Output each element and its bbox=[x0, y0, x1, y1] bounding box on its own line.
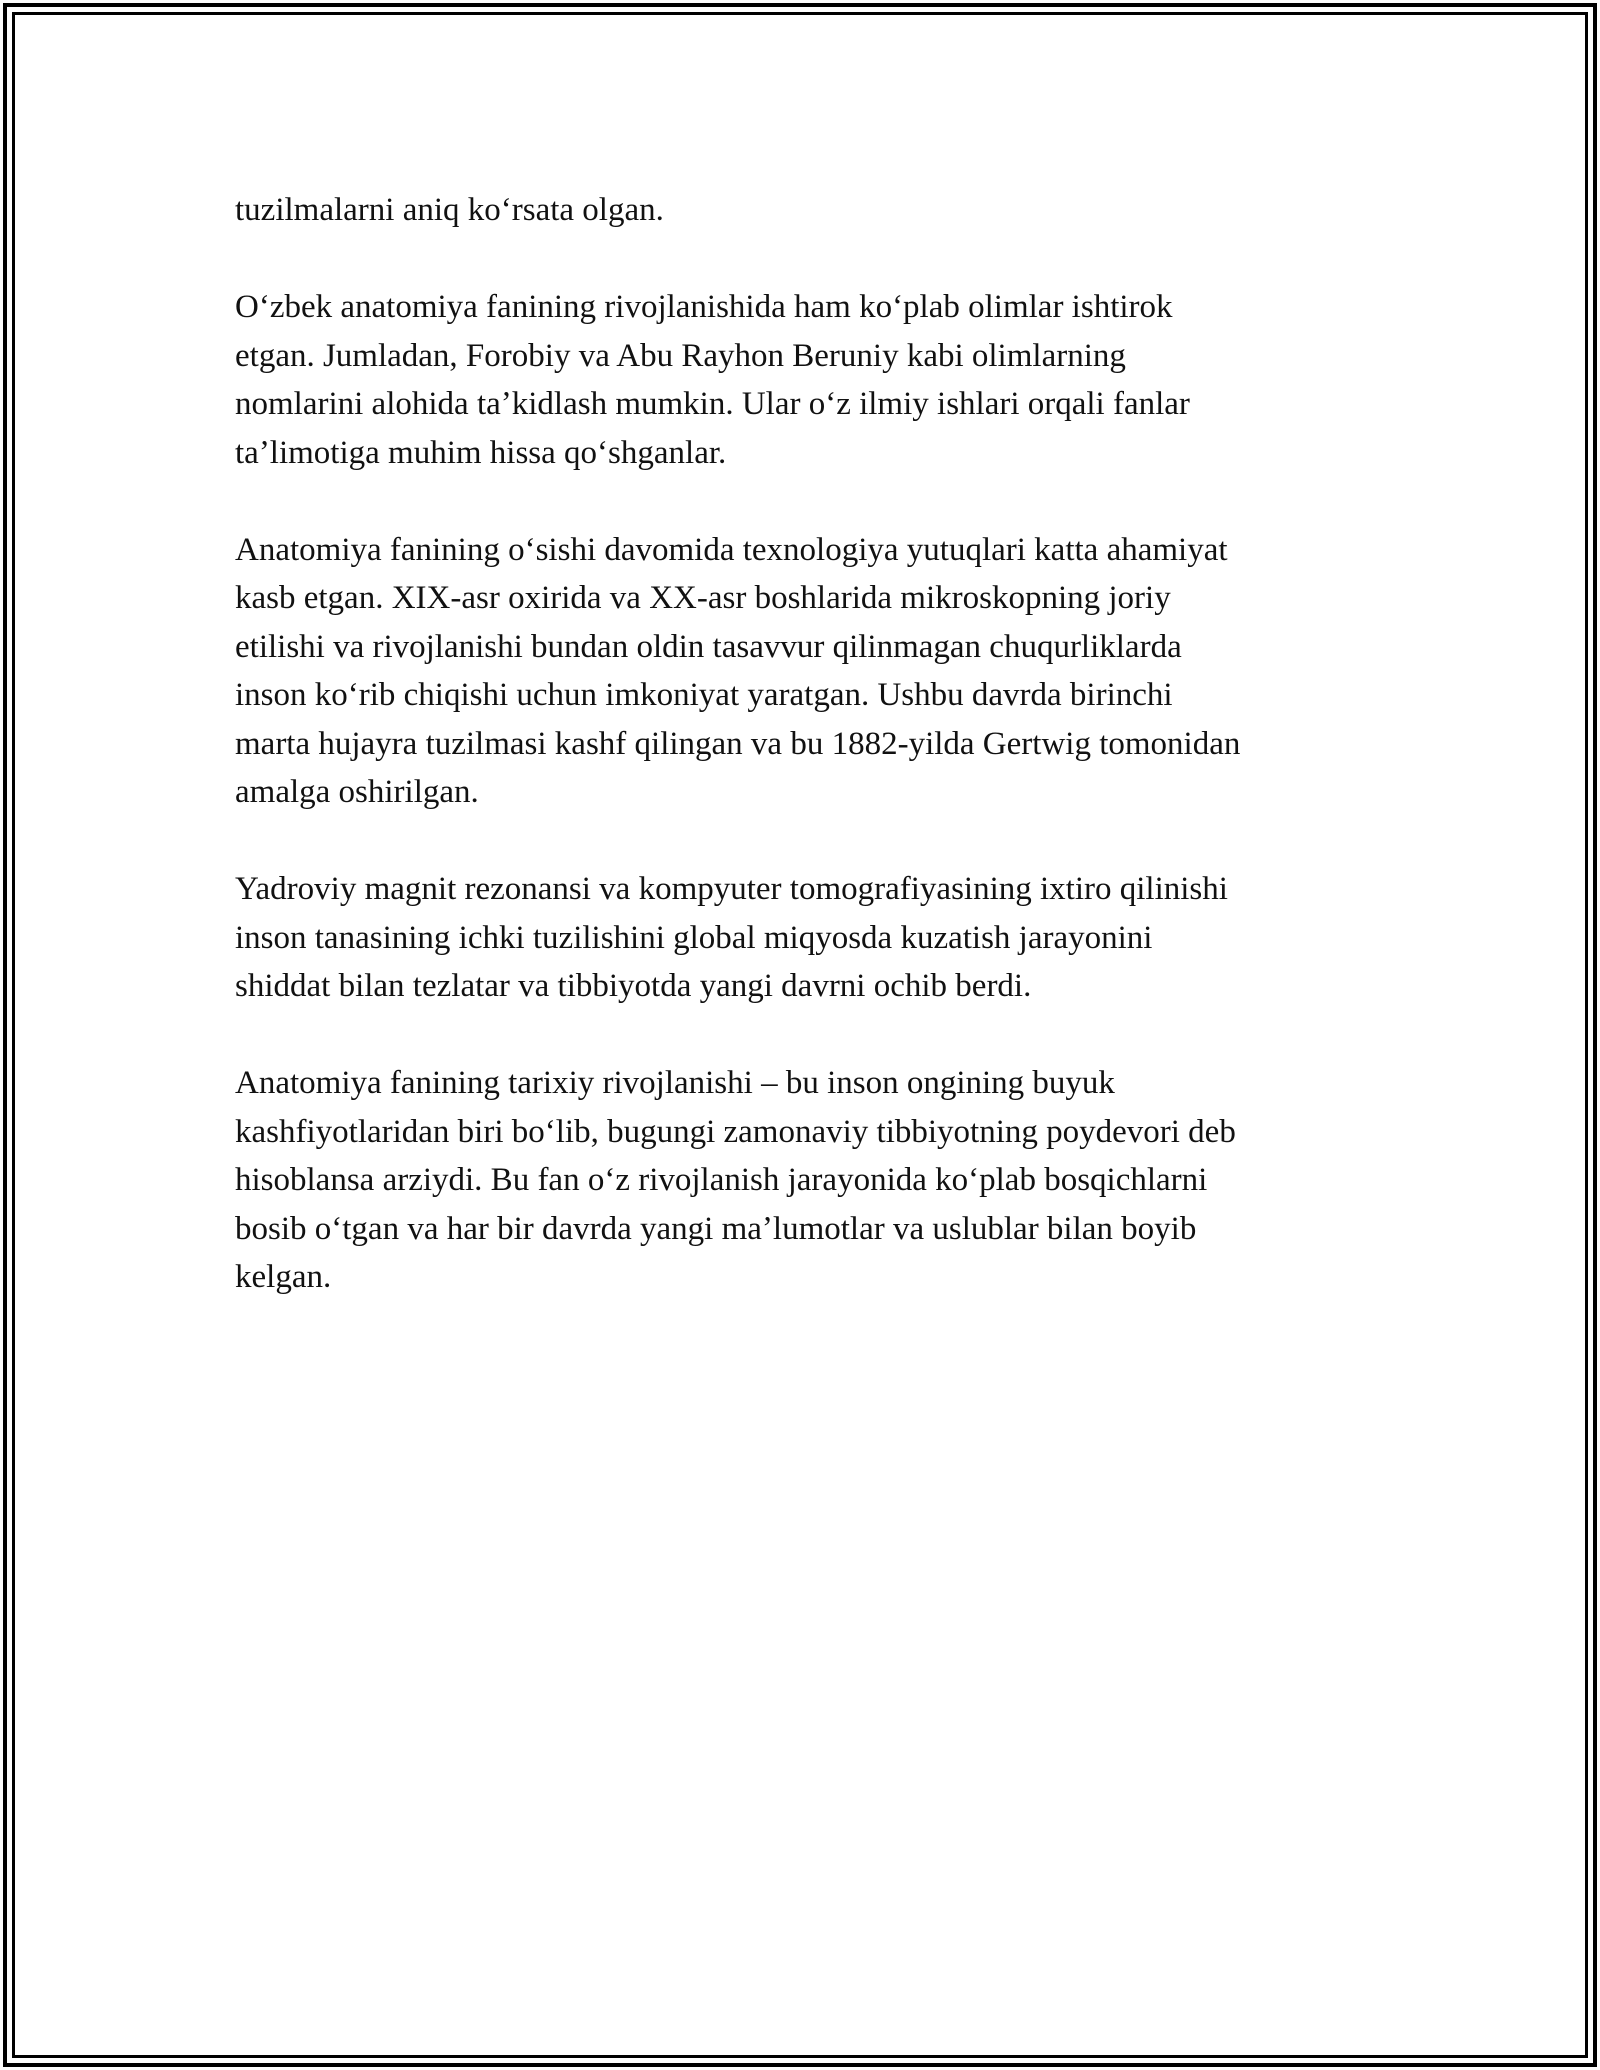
text-line: nomlarini alohida taʼkidlash mumkin. Ular oʻz ilmiy ishlari orqali fanlar bbox=[235, 386, 1190, 422]
text-line: inson koʻrib chiqishi uchun imkoniyat yaratgan. Ushbu davrda birinchi bbox=[235, 677, 1173, 713]
text-line: kelgan. bbox=[235, 1259, 332, 1295]
text-line: Oʻzbek anatomiya fanining rivojlanishida ham koʻplab olimlar ishtirok bbox=[235, 289, 1173, 325]
text-line: Yadroviy magnit rezonansi va kompyuter tomografiyasining ixtiro qilinishi bbox=[235, 871, 1228, 907]
paragraph-1 bbox=[235, 186, 1375, 235]
paragraph-4 bbox=[235, 865, 1375, 1011]
text-line: kasb etgan. XIX-asr oxirida va XX-asr boshlarida mikroskopning joriy bbox=[235, 580, 1171, 616]
text-line: taʼlimotiga muhim hissa qoʻshganlar. bbox=[235, 434, 727, 471]
text-line: etilishi va rivojlanishi bundan oldin tasavvur qilinmagan chuqurliklarda bbox=[235, 628, 1182, 665]
paragraph-3 bbox=[235, 526, 1375, 817]
text-line: Anatomiya fanining tarixiy rivojlanishi – bu inson ongining buyuk bbox=[235, 1065, 1115, 1101]
text-line: amalga oshirilgan. bbox=[235, 774, 479, 810]
paragraph-2 bbox=[235, 283, 1375, 477]
text-line: tuzilmalarni aniq koʻrsata olgan. bbox=[235, 192, 664, 228]
text-line: kashfiyotlaridan biri boʻlib, bugungi zamonaviy tibbiyotning poydevori deb bbox=[235, 1113, 1236, 1150]
paragraph-5 bbox=[235, 1059, 1375, 1302]
text-line: hisoblansa arziydi. Bu fan oʻz rivojlanish jarayonida koʻplab bosqichlarni bbox=[235, 1162, 1208, 1198]
text-line: Anatomiya fanining oʻsishi davomida texnologiya yutuqlari katta ahamiyat bbox=[235, 531, 1228, 568]
text-line: etgan. Jumladan, Forobiy va Abu Rayhon Beruniy kabi olimlarning bbox=[235, 337, 1126, 374]
document-body bbox=[235, 186, 1375, 1350]
text-line: shiddat bilan tezlatar va tibbiyotda yangi davrni ochib berdi. bbox=[235, 968, 1032, 1004]
text-line: marta hujayra tuzilmasi kashf qilingan va bu 1882-yilda Gertwig tomonidan bbox=[235, 725, 1241, 762]
text-line: inson tanasining ichki tuzilishini global miqyosda kuzatish jarayonini bbox=[235, 919, 1153, 956]
text-line: bosib oʻtgan va har bir davrda yangi maʼlumotlar va uslublar bilan boyib bbox=[235, 1210, 1197, 1247]
